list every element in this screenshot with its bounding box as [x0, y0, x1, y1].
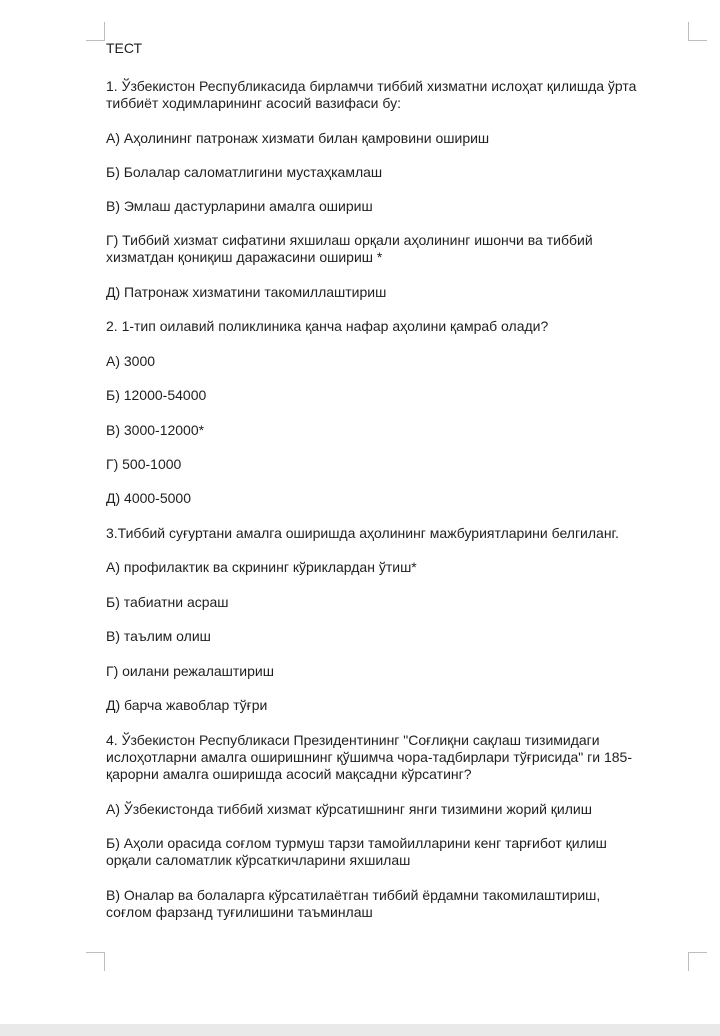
- question-4: 4. Ўзбекистон Республикаси Президентининг "Соғлиқни сақлаш тизимидаги ислоҳотларни амалга оширишнинг қўшимча чора-тадбирлари тўғрисида" ги 185- қарорни амалга оширишда асосий мақсадни кўрсатинг?: [106, 732, 632, 782]
- question-1-option-d: Г) Тиббий хизмат сифатини яхшилаш орқали аҳолининг ишончи ва тиббий хизматдан қониқиш даражасини ошириш *: [106, 232, 593, 265]
- question-4-option-a: А) Ўзбекистонда тиббий хизмат кўрсатишнинг янги тизимини жорий қилиш: [106, 801, 592, 817]
- question-2: 2. 1-тип оилавий поликлиника қанча нафар аҳолини қамраб олади?: [106, 318, 549, 334]
- question-2-option-d: Г) 500-1000: [106, 456, 182, 472]
- margin-corner-bottom-left: [86, 952, 105, 971]
- margin-corner-top-right: [688, 22, 707, 41]
- question-2-option-c: В) 3000-12000*: [106, 422, 205, 438]
- question-4-option-b: Б) Аҳоли орасида соғлом турмуш тарзи тамойилларини кенг тарғибот қилиш орқали саломатлик кўрсаткичларини яхшилаш: [106, 835, 607, 868]
- viewer-bottom-bar: [0, 1024, 720, 1036]
- question-1-option-e: Д) Патронаж хизматини такомиллаштириш: [106, 284, 387, 300]
- question-3-option-e: Д) барча жавоблар тўғри: [106, 697, 268, 713]
- question-2-option-a: А) 3000: [106, 353, 156, 369]
- question-2-option-b: Б) 12000-54000: [106, 387, 207, 403]
- question-3: 3.Тиббий суғуртани амалга оширишда аҳолининг мажбуриятларини белгиланг.: [106, 525, 619, 541]
- question-3-option-c: В) таълим олиш: [106, 628, 211, 644]
- margin-corner-top-left: [86, 22, 105, 41]
- margin-corner-bottom-right: [688, 952, 707, 971]
- question-3-option-b: Б) табиатни асраш: [106, 594, 229, 610]
- question-3-option-a: А) профилактик ва скрининг кўриклардан ўтиш*: [106, 559, 417, 575]
- question-4-option-c: В) Оналар ва болаларга кўрсатилаётган тиббий ёрдамни такомилаштириш, соғлом фарзанд туғилишини таъминлаш: [106, 887, 601, 920]
- question-2-option-e: Д) 4000-5000: [106, 490, 191, 506]
- question-1-option-b: Б) Болалар саломатлигини мустаҳкамлаш: [106, 164, 383, 180]
- question-3-option-d: Г) оилани режалаштириш: [106, 663, 274, 679]
- question-1-option-c: В) Эмлаш дастурларини амалга ошириш: [106, 198, 373, 214]
- question-1: 1. Ўзбекистон Республикасида бирламчи тиббий хизматни ислоҳат қилишда ўрта тиббиёт ходимларининг асосий вазифаси бу:: [106, 78, 637, 111]
- document-title: ТЕСТ: [106, 40, 143, 56]
- question-1-option-a: А) Аҳолининг патронаж хизмати билан қамровини ошириш: [106, 130, 490, 146]
